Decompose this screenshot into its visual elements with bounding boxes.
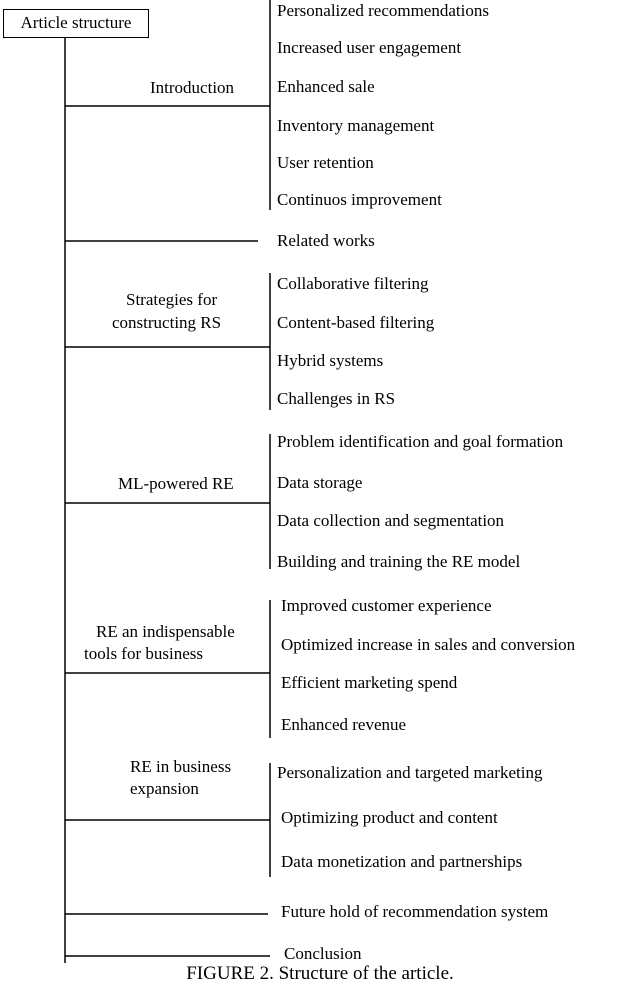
item-efficient-marketing-spend: Efficient marketing spend (281, 673, 458, 692)
item-problem-identification: Problem identification and goal formation (277, 432, 564, 451)
section-label-business-line1: RE an indispensable (96, 622, 235, 641)
item-personalized-recommendations: Personalized recommendations (277, 1, 489, 20)
section-label-introduction: Introduction (150, 78, 235, 97)
item-optimizing-product: Optimizing product and content (281, 808, 498, 827)
item-content-based-filtering: Content-based filtering (277, 313, 435, 332)
item-related-works: Related works (277, 231, 375, 250)
item-user-retention: User retention (277, 153, 374, 172)
section-label-strategies-line1: Strategies for (126, 290, 218, 309)
item-collaborative-filtering: Collaborative filtering (277, 274, 429, 293)
item-enhanced-sale: Enhanced sale (277, 77, 375, 96)
item-optimized-increase: Optimized increase in sales and conversion (281, 635, 576, 654)
item-hybrid-systems: Hybrid systems (277, 351, 384, 370)
section-label-expansion-line1: RE in business (130, 757, 232, 776)
item-enhanced-revenue: Enhanced revenue (281, 715, 407, 734)
item-data-collection: Data collection and segmentation (277, 511, 505, 530)
item-data-storage: Data storage (277, 473, 363, 492)
item-personalization-targeted: Personalization and targeted marketing (277, 763, 543, 782)
section-label-business-line2: tools for business (84, 644, 203, 663)
item-inventory-management: Inventory management (277, 116, 435, 135)
item-continuos-improvement: Continuos improvement (277, 190, 442, 209)
item-improved-customer-experience: Improved customer experience (281, 596, 492, 615)
item-increased-user-engagement: Increased user engagement (277, 38, 462, 57)
section-label-expansion-line2: expansion (130, 779, 199, 798)
section-label-ml-powered: ML-powered RE (118, 474, 234, 493)
item-data-monetization: Data monetization and partnerships (281, 852, 523, 871)
figure-caption: FIGURE 2. Structure of the article. (186, 963, 454, 984)
item-building-training: Building and training the RE model (277, 552, 521, 571)
root-node: Article structure (3, 9, 149, 38)
item-future-hold: Future hold of recommendation system (281, 902, 549, 921)
item-conclusion: Conclusion (284, 944, 362, 963)
section-label-strategies-line2: constructing RS (112, 313, 222, 332)
item-challenges-in-rs: Challenges in RS (277, 389, 396, 408)
